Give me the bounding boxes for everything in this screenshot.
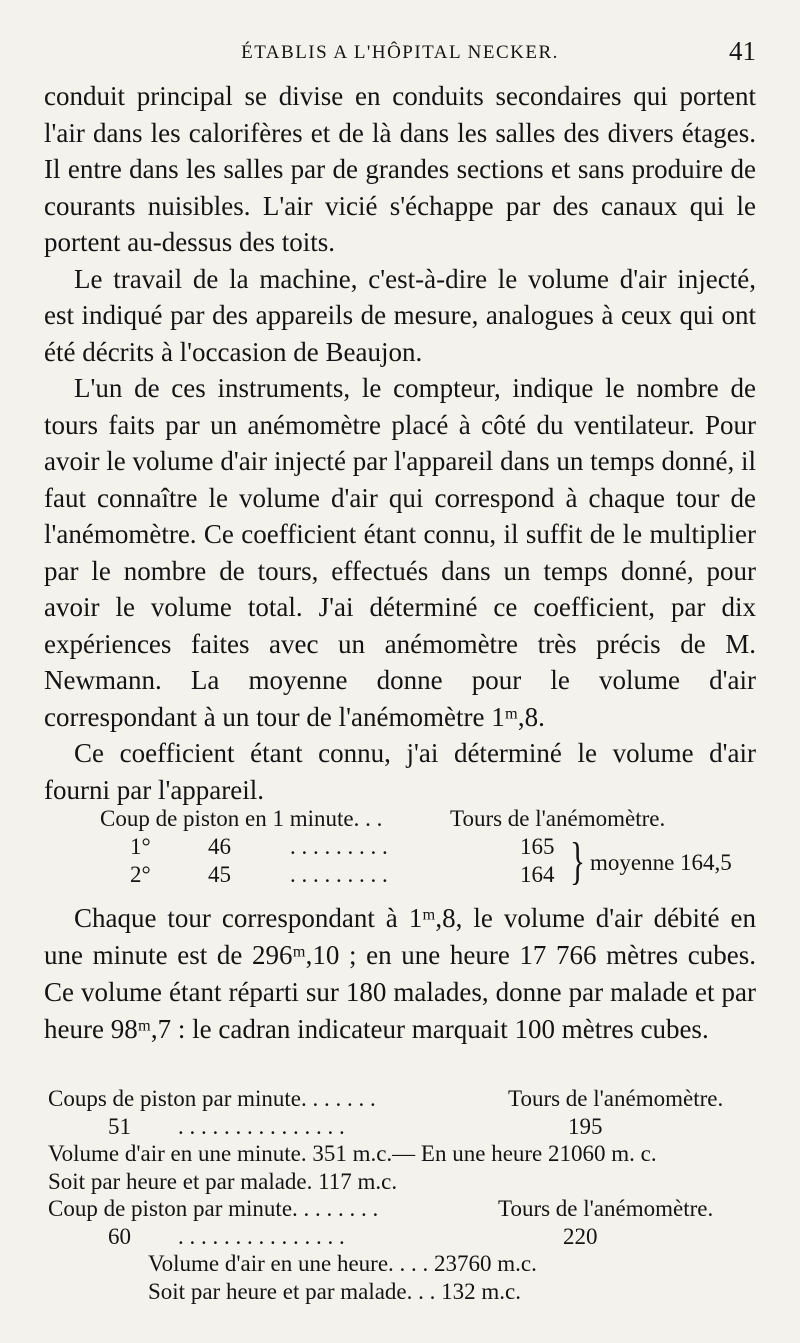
table2-tours-value: 220 bbox=[563, 1223, 598, 1249]
table2-piston-value: 60 bbox=[108, 1223, 131, 1249]
piston-table-1 bbox=[100, 806, 732, 890]
piston-table-2 bbox=[48, 1086, 760, 1306]
table2-line bbox=[48, 1251, 760, 1279]
table2-line bbox=[48, 1114, 760, 1142]
table-header-piston: Coup de piston en 1 minute. . . bbox=[100, 806, 383, 831]
page-number: 41 bbox=[729, 36, 756, 66]
table2-per-patient-hour-line: Soit par heure et par malade. . . 132 m.c. bbox=[148, 1278, 521, 1304]
table2-line bbox=[48, 1196, 760, 1224]
average-brace-group bbox=[570, 833, 800, 892]
row-piston: 46 bbox=[208, 834, 231, 859]
table2-tours-value: 195 bbox=[568, 1113, 603, 1139]
row-dots: . . . . . . . . . bbox=[290, 862, 388, 887]
table2-line bbox=[48, 1169, 760, 1197]
running-title: ÉTABLIS A L'HÔPITAL NECKER. bbox=[241, 42, 559, 63]
row-tours: 164 bbox=[520, 862, 555, 887]
table2-piston-value: 51 bbox=[108, 1113, 131, 1139]
table2-header-piston: Coup de piston par minute. . . . . . . . bbox=[48, 1196, 379, 1221]
table2-line bbox=[48, 1224, 760, 1252]
table2-line bbox=[48, 1279, 760, 1307]
body-text bbox=[44, 78, 756, 808]
table2-dots: . . . . . . . . . . . . . . . bbox=[178, 1113, 345, 1139]
average-value: moyenne 164,5 bbox=[590, 850, 732, 875]
paragraph-3: L'un de ces instruments, le compteur, indique le nombre de tours faits par un anémomètre placé à côté du ventilateur. Pour avoir le volume d'air injecté par l'appareil dans un temps donné, il faut connaître le volume d'air qui correspond à chaque tour de l'anémomètre. Ce coefficient étant connu, il suffit de le multiplier par le nombre de tours, effectués dans un temps donné, pour avoir le volume total. J'ai déterminé ce coefficient, par dix expériences faites avec un anémomètre très précis de M. Newmann. La moyenne donne pour le volume d'air correspondant à un tour de l'anémomètre 1ᵐ,8. bbox=[44, 373, 756, 732]
table2-header-tours: Tours de l'anémomètre. bbox=[508, 1086, 724, 1111]
paragraph-4: Ce coefficient étant connu, j'ai déterminé le volume d'air fourni par l'appareil. bbox=[44, 738, 756, 805]
table-header-tours: Tours de l'anémomètre. bbox=[450, 806, 666, 831]
table2-per-patient-line: Soit par heure et par malade. 117 m.c. bbox=[48, 1168, 398, 1194]
paragraph-1: conduit principal se divise en conduits secondaires qui portent l'air dans les calorifères et de là dans les salles des divers étages. Il entre dans les salles par de grandes sections et sans produire de courants nuisibles. L'air vicié s'échappe par des canaux qui le portent au-dessus des toits. bbox=[44, 81, 756, 257]
paragraph-2: Le travail de la machine, c'est-à-dire le volume d'air injecté, est indiqué par des appareils de mesure, analogues à ceux qui ont été décrits à l'occasion de Beaujon. bbox=[44, 263, 756, 367]
table2-dots: . . . . . . . . . . . . . . . bbox=[178, 1223, 345, 1249]
table2-header-tours: Tours de l'anémomètre. bbox=[498, 1196, 714, 1221]
row-label: 1° bbox=[130, 834, 151, 859]
row-piston: 45 bbox=[208, 862, 231, 887]
row-dots: . . . . . . . . . bbox=[290, 834, 388, 859]
row-tours: 165 bbox=[520, 834, 555, 859]
table2-volume-line: Volume d'air en une minute. 351 m.c.— En une heure 21060 m. c. bbox=[48, 1141, 657, 1166]
brace-icon: } bbox=[570, 833, 585, 890]
row-label: 2° bbox=[130, 862, 151, 887]
table2-line bbox=[48, 1086, 760, 1114]
table-header-row bbox=[100, 806, 720, 834]
body-text-continued bbox=[44, 900, 756, 1048]
page-header bbox=[0, 36, 800, 72]
table2-volume-hour-line: Volume d'air en une heure. . . . 23760 m.c. bbox=[148, 1251, 537, 1276]
table2-header-piston: Coups de piston par minute. . . . . . . bbox=[48, 1086, 376, 1111]
paragraph-5: Chaque tour correspondant à 1ᵐ,8, le volume d'air débité en une minute est de 296ᵐ,10 ; en une heure 17 766 mètres cubes. Ce volume étant réparti sur 180 malades, donne par malade et par heure 98ᵐ,7 : le cadran indicateur marquait 100 mètres cubes. bbox=[44, 903, 756, 1044]
table2-line bbox=[48, 1141, 760, 1169]
